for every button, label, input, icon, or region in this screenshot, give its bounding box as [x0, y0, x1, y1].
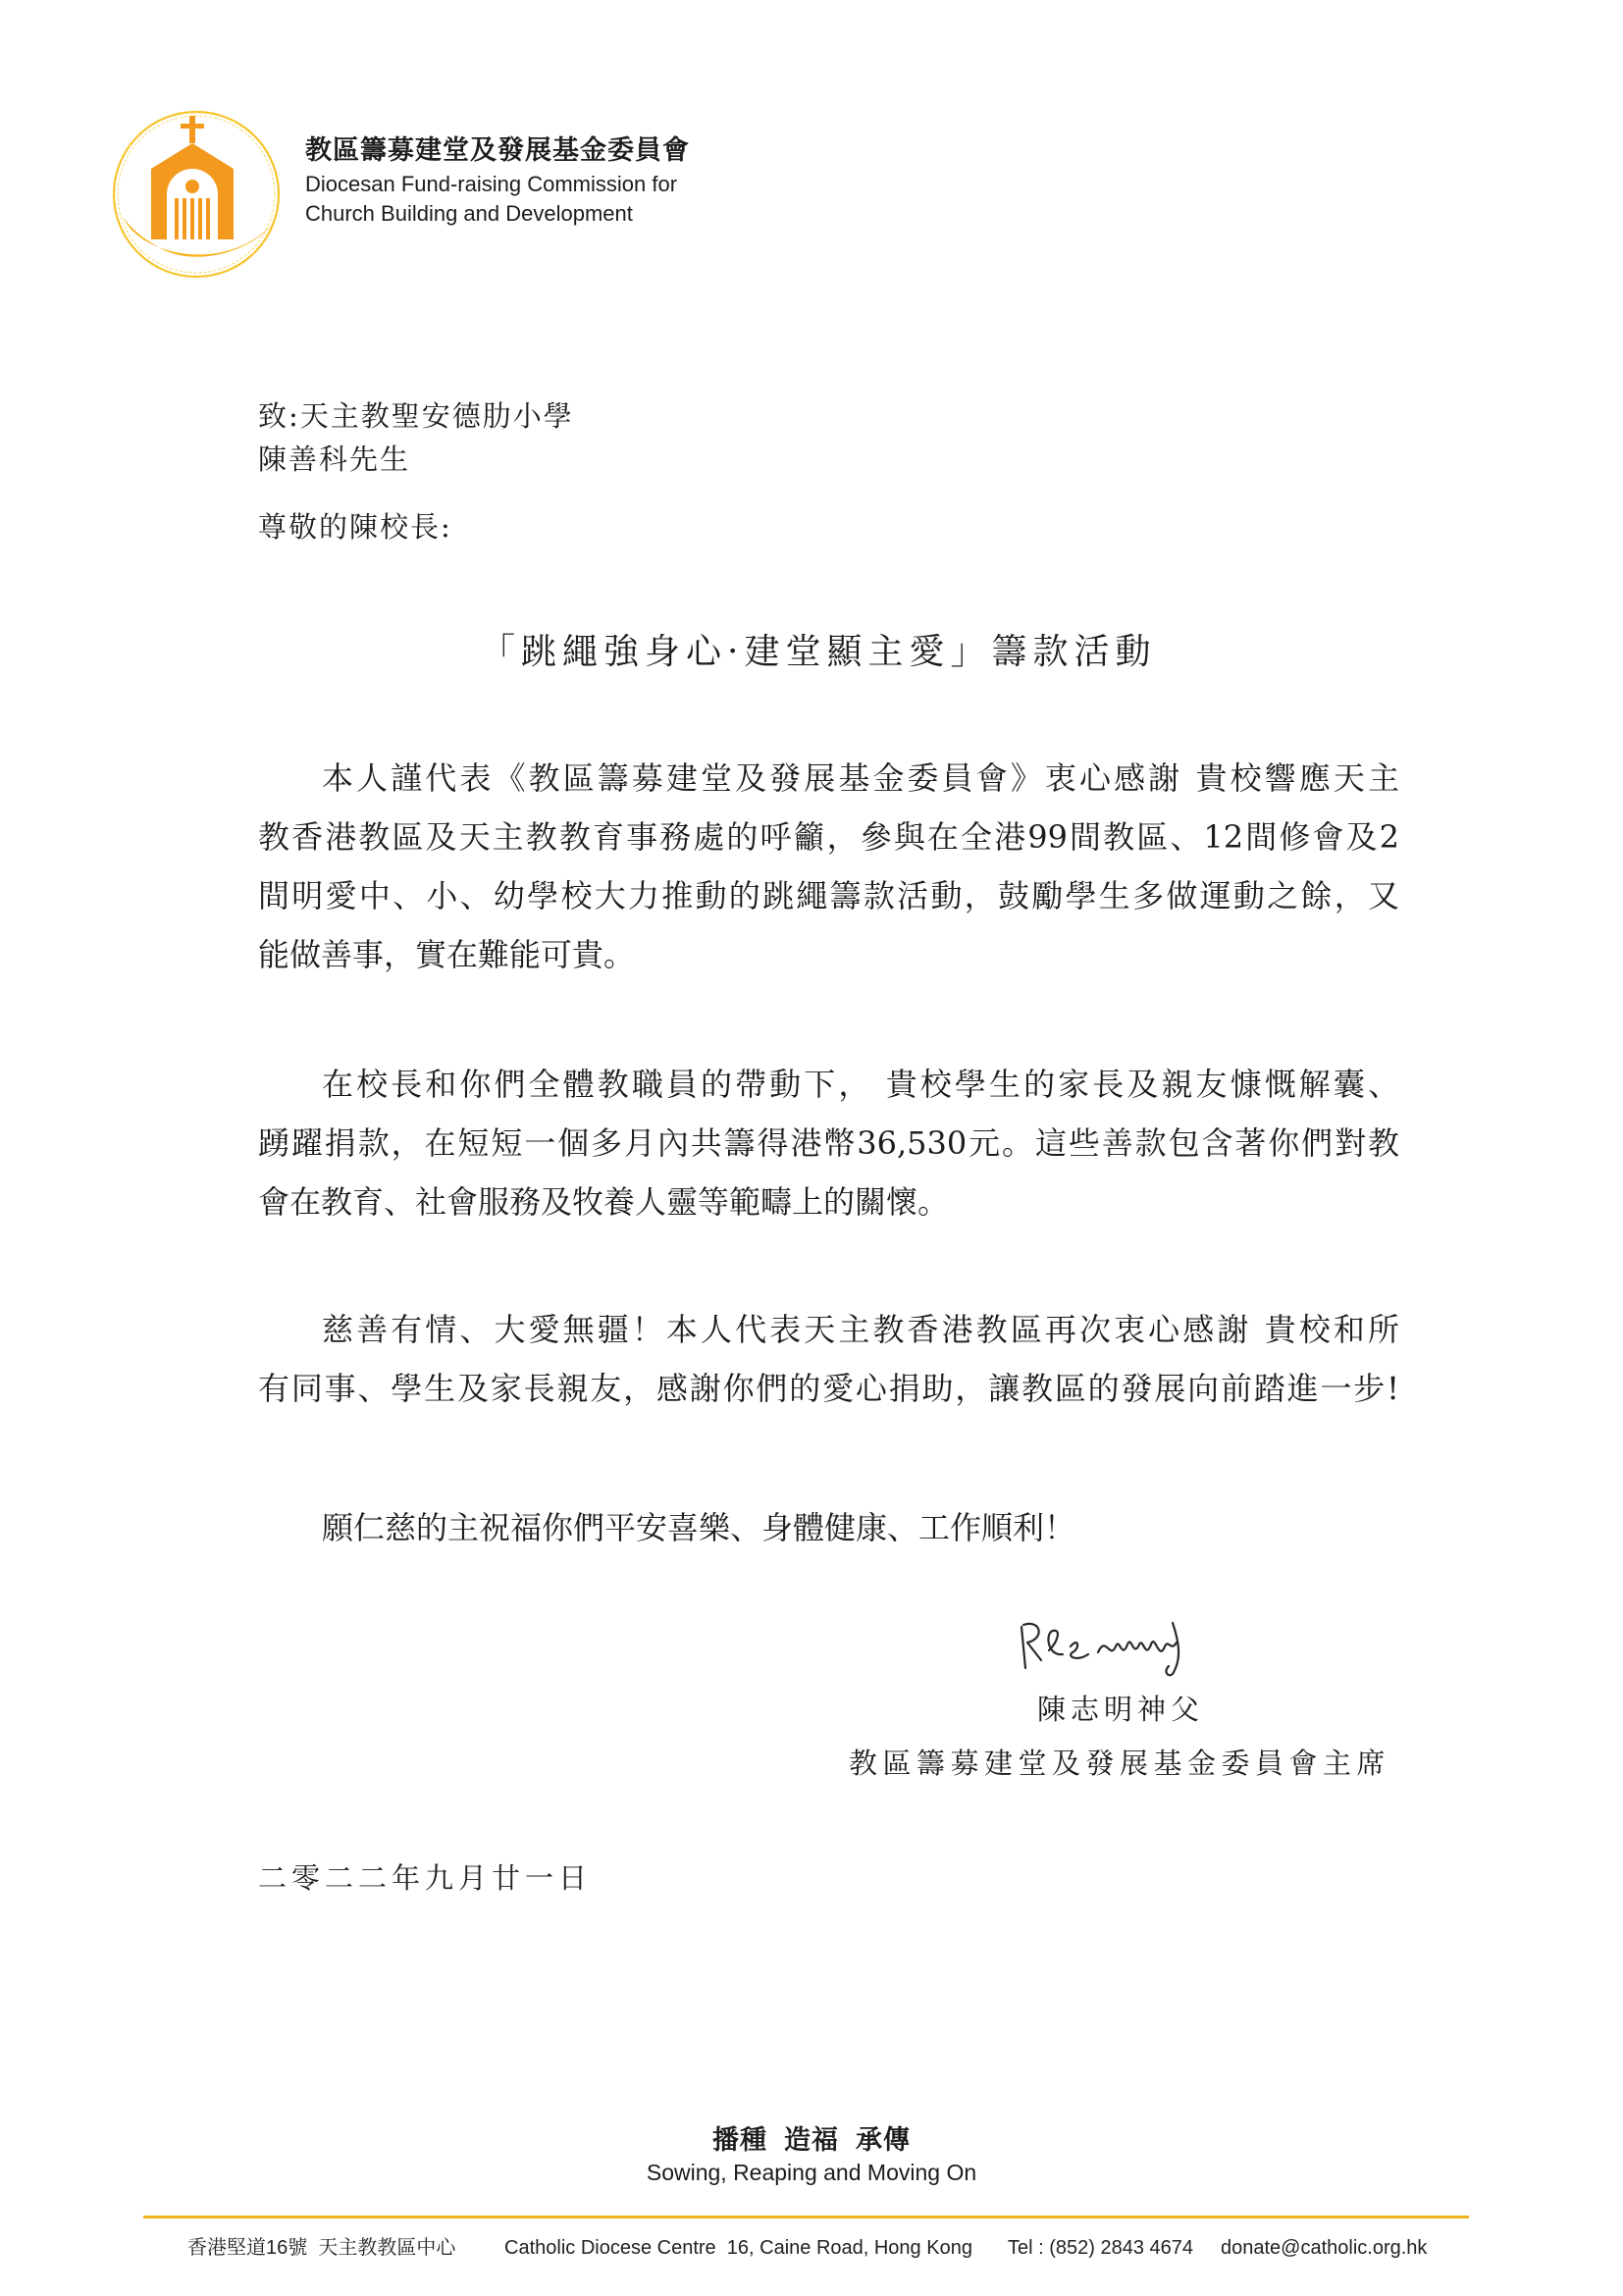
signer-title: 教區籌募建堂及發展基金委員會主席 [849, 1747, 1391, 1780]
footer-rule [143, 2216, 1469, 2218]
paragraph-line: 有同事、學生及家長親友，感謝你們的愛心捐助，讓教區的發展向前踏進一步! [258, 1370, 1399, 1407]
footer-address-zh: 香港堅道16號 天主教教區中心 [187, 2237, 456, 2259]
recipient-school: 致:天主教聖安德肋小學 [258, 399, 574, 433]
paragraph-line: 願仁慈的主祝福你們平安喜樂、身體健康、工作順利！ [322, 1509, 1076, 1546]
signer-name: 陳志明神父 [1037, 1693, 1205, 1726]
footer-tel: Tel : (852) 2843 4674 [1008, 2237, 1194, 2259]
recipient-name: 陳善科先生 [258, 443, 411, 476]
paragraph-line: 教香港教區及天主教教育事務處的呼籲，參與在全港99間教區、12間修會及2 [258, 818, 1399, 856]
body-paragraph-4 [258, 1498, 1399, 1557]
paragraph-line: 間明愛中、小、幼學校大力推動的跳繩籌款活動，鼓勵學生多做運動之餘，又 [258, 877, 1399, 914]
footer-email: donate@catholic.org.hk [1221, 2237, 1428, 2259]
org-name-en-line2: Church Building and Development [305, 201, 633, 226]
letter-date: 二零二二年九月廿一日 [258, 1861, 593, 1895]
paragraph-line: 能做善事，實在難能可貴。 [258, 936, 636, 973]
letter-title: 「跳繩強身心·建堂顯主愛」籌款活動 [480, 632, 1157, 672]
paragraph-line: 在校長和你們全體教職員的帶動下， 貴校學生的家長及親友慷慨解囊、 [322, 1066, 1399, 1103]
footer-address-en: Catholic Diocese Centre 16, Caine Road, Hong Kong [504, 2237, 972, 2259]
footer-motto-en: Sowing, Reaping and Moving On [646, 2160, 977, 2185]
letterhead [305, 134, 690, 229]
salutation: 尊敬的陳校長: [258, 510, 452, 544]
body-paragraph-2 [258, 1055, 1399, 1231]
paragraph-line: 慈善有情、大愛無疆！本人代表天主教香港教區再次衷心感謝 貴校和所 [322, 1311, 1399, 1348]
handwritten-signature [1016, 1617, 1236, 1682]
org-name-zh: 教區籌募建堂及發展基金委員會 [305, 135, 690, 165]
diocesan-church-logo-icon [110, 108, 283, 281]
paragraph-line: 踴躍捐款，在短短一個多月內共籌得港幣36,530元。這些善款包含著你們對教 [258, 1124, 1399, 1162]
footer-motto-zh: 播種 造福 承傳 [711, 2125, 911, 2155]
paragraph-line: 本人謹代表《教區籌募建堂及發展基金委員會》衷心感謝 貴校響應天主 [322, 759, 1399, 797]
org-name-en-line1: Diocesan Fund-raising Commission for [305, 172, 678, 196]
body-paragraph-1 [258, 749, 1399, 984]
body-paragraph-3 [258, 1300, 1399, 1418]
paragraph-line: 會在教育、社會服務及牧養人靈等範疇上的關懷。 [258, 1183, 950, 1221]
